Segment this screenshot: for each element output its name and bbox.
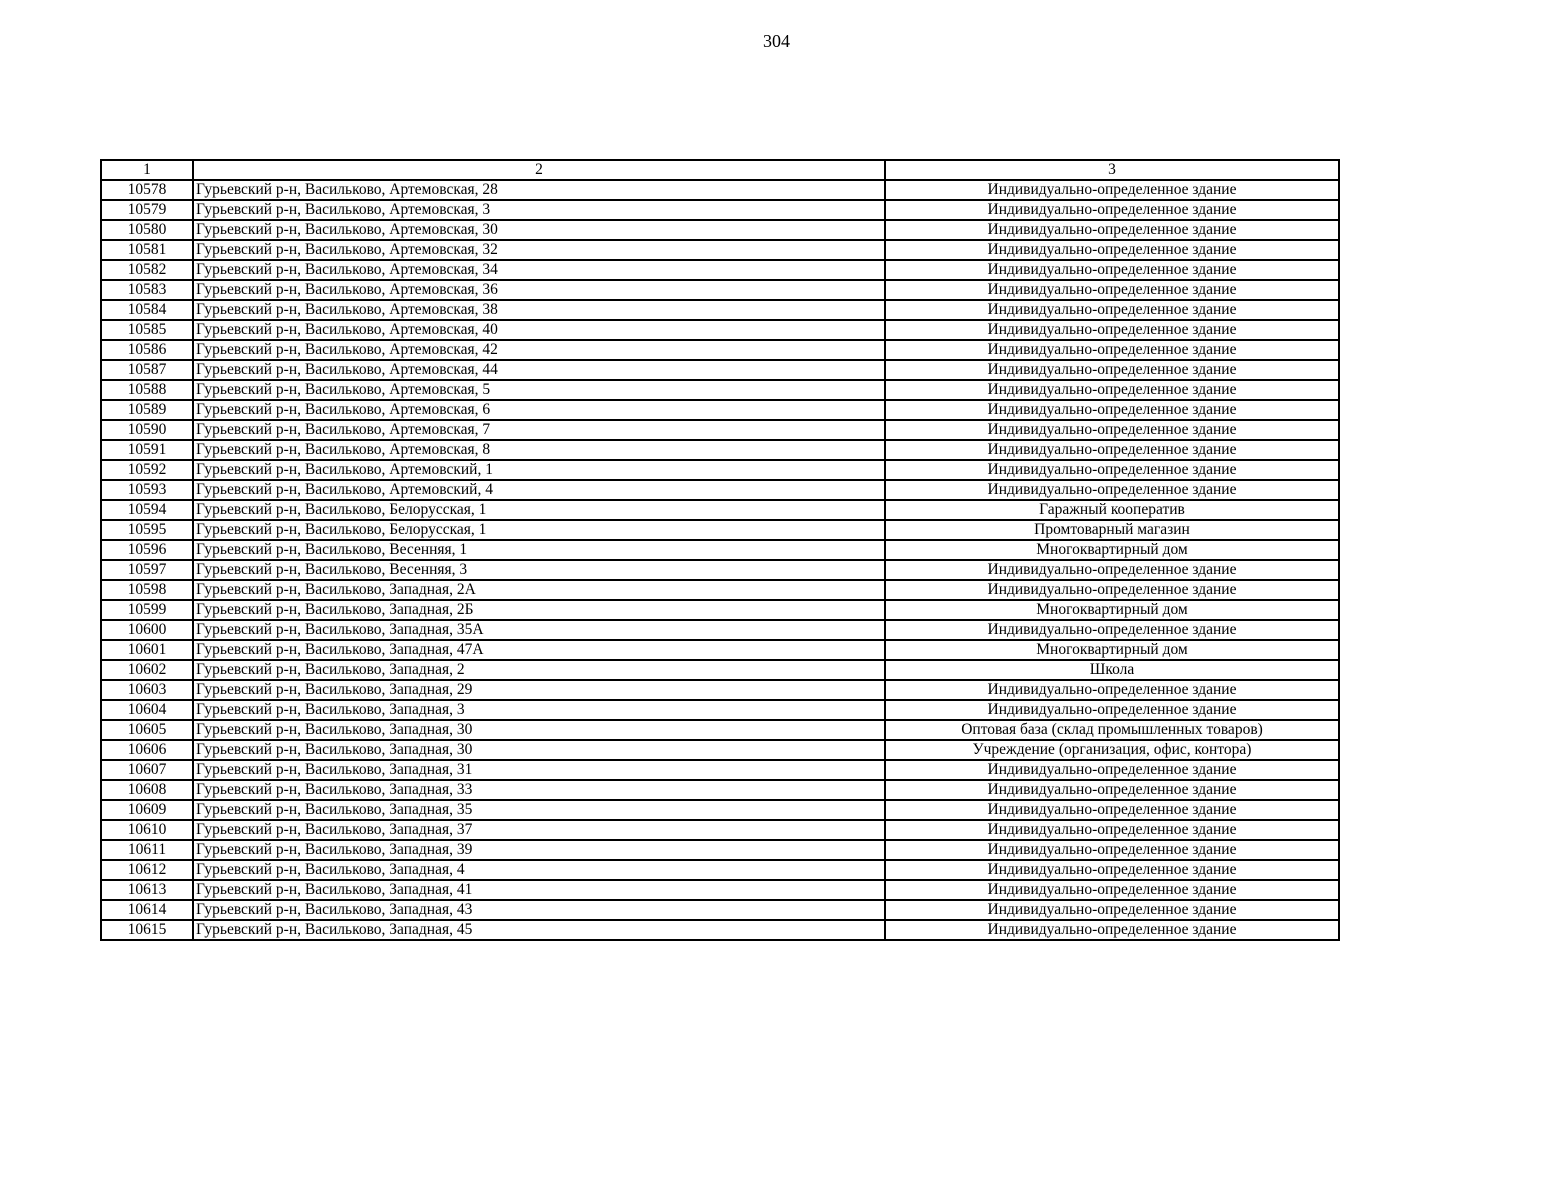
cell-address: Гурьевский р-н, Васильково, Западная, 2Б xyxy=(193,600,885,620)
header-cell-number: 1 xyxy=(101,160,193,180)
cell-address: Гурьевский р-н, Васильково, Артемовская, 38 xyxy=(193,300,885,320)
table-row xyxy=(101,620,1339,640)
cell-number: 10586 xyxy=(101,340,193,360)
cell-object-type: Индивидуально-определенное здание xyxy=(885,480,1339,500)
cell-number: 10613 xyxy=(101,880,193,900)
cell-number: 10591 xyxy=(101,440,193,460)
cell-number: 10590 xyxy=(101,420,193,440)
cell-object-type: Многоквартирный дом xyxy=(885,600,1339,620)
cell-address: Гурьевский р-н, Васильково, Западная, 3 xyxy=(193,700,885,720)
cell-number: 10601 xyxy=(101,640,193,660)
table-row xyxy=(101,760,1339,780)
registry-table-body xyxy=(101,160,1339,940)
table-row xyxy=(101,460,1339,480)
table-row xyxy=(101,640,1339,660)
cell-address: Гурьевский р-н, Васильково, Западная, 2А xyxy=(193,580,885,600)
cell-object-type: Индивидуально-определенное здание xyxy=(885,840,1339,860)
cell-address: Гурьевский р-н, Васильково, Западная, 43 xyxy=(193,900,885,920)
cell-address: Гурьевский р-н, Васильково, Западная, 47А xyxy=(193,640,885,660)
cell-address: Гурьевский р-н, Васильково, Артемовская, 8 xyxy=(193,440,885,460)
cell-object-type: Индивидуально-определенное здание xyxy=(885,620,1339,640)
cell-object-type: Индивидуально-определенное здание xyxy=(885,200,1339,220)
table-row xyxy=(101,280,1339,300)
cell-number: 10599 xyxy=(101,600,193,620)
cell-number: 10587 xyxy=(101,360,193,380)
table-row xyxy=(101,180,1339,200)
table-row xyxy=(101,200,1339,220)
cell-address: Гурьевский р-н, Васильково, Западная, 33 xyxy=(193,780,885,800)
cell-number: 10593 xyxy=(101,480,193,500)
cell-object-type: Индивидуально-определенное здание xyxy=(885,820,1339,840)
cell-object-type: Индивидуально-определенное здание xyxy=(885,280,1339,300)
table-row xyxy=(101,340,1339,360)
table-row xyxy=(101,480,1339,500)
cell-object-type: Индивидуально-определенное здание xyxy=(885,780,1339,800)
cell-number: 10603 xyxy=(101,680,193,700)
cell-number: 10579 xyxy=(101,200,193,220)
cell-object-type: Индивидуально-определенное здание xyxy=(885,380,1339,400)
cell-address: Гурьевский р-н, Васильково, Западная, 39 xyxy=(193,840,885,860)
cell-number: 10592 xyxy=(101,460,193,480)
cell-object-type: Многоквартирный дом xyxy=(885,640,1339,660)
cell-address: Гурьевский р-н, Васильково, Западная, 35 xyxy=(193,800,885,820)
cell-object-type: Индивидуально-определенное здание xyxy=(885,400,1339,420)
cell-object-type: Индивидуально-определенное здание xyxy=(885,860,1339,880)
cell-number: 10582 xyxy=(101,260,193,280)
table-row xyxy=(101,440,1339,460)
cell-object-type: Индивидуально-определенное здание xyxy=(885,220,1339,240)
cell-object-type: Учреждение (организация, офис, контора) xyxy=(885,740,1339,760)
cell-object-type: Индивидуально-определенное здание xyxy=(885,900,1339,920)
cell-address: Гурьевский р-н, Васильково, Западная, 35А xyxy=(193,620,885,640)
cell-object-type: Индивидуально-определенное здание xyxy=(885,580,1339,600)
cell-object-type: Индивидуально-определенное здание xyxy=(885,880,1339,900)
table-row xyxy=(101,240,1339,260)
cell-address: Гурьевский р-н, Васильково, Артемовская, 6 xyxy=(193,400,885,420)
cell-object-type: Многоквартирный дом xyxy=(885,540,1339,560)
cell-address: Гурьевский р-н, Васильково, Артемовский, 1 xyxy=(193,460,885,480)
cell-address: Гурьевский р-н, Васильково, Белорусская, 1 xyxy=(193,520,885,540)
cell-number: 10607 xyxy=(101,760,193,780)
cell-object-type: Промтоварный магазин xyxy=(885,520,1339,540)
cell-number: 10606 xyxy=(101,740,193,760)
table-row xyxy=(101,360,1339,380)
table-row xyxy=(101,580,1339,600)
cell-number: 10615 xyxy=(101,920,193,940)
table-row xyxy=(101,920,1339,940)
cell-address: Гурьевский р-н, Васильково, Артемовская, 42 xyxy=(193,340,885,360)
cell-address: Гурьевский р-н, Васильково, Западная, 45 xyxy=(193,920,885,940)
table-row xyxy=(101,900,1339,920)
cell-object-type: Индивидуально-определенное здание xyxy=(885,340,1339,360)
cell-number: 10595 xyxy=(101,520,193,540)
cell-object-type: Оптовая база (склад промышленных товаров) xyxy=(885,720,1339,740)
table-row xyxy=(101,600,1339,620)
table-row xyxy=(101,680,1339,700)
cell-address: Гурьевский р-н, Васильково, Артемовская, 28 xyxy=(193,180,885,200)
table-row xyxy=(101,840,1339,860)
cell-number: 10594 xyxy=(101,500,193,520)
table-row xyxy=(101,560,1339,580)
table-row xyxy=(101,880,1339,900)
table-row xyxy=(101,540,1339,560)
cell-address: Гурьевский р-н, Васильково, Артемовская, 44 xyxy=(193,360,885,380)
cell-object-type: Гаражный кооператив xyxy=(885,500,1339,520)
cell-address: Гурьевский р-н, Васильково, Западная, 37 xyxy=(193,820,885,840)
cell-address: Гурьевский р-н, Васильково, Западная, 31 xyxy=(193,760,885,780)
cell-address: Гурьевский р-н, Васильково, Артемовская, 5 xyxy=(193,380,885,400)
cell-object-type: Индивидуально-определенное здание xyxy=(885,460,1339,480)
cell-number: 10578 xyxy=(101,180,193,200)
cell-address: Гурьевский р-н, Васильково, Артемовская, 7 xyxy=(193,420,885,440)
cell-object-type: Индивидуально-определенное здание xyxy=(885,760,1339,780)
cell-number: 10614 xyxy=(101,900,193,920)
table-row xyxy=(101,300,1339,320)
cell-number: 10602 xyxy=(101,660,193,680)
table-row xyxy=(101,660,1339,680)
cell-object-type: Индивидуально-определенное здание xyxy=(885,300,1339,320)
cell-object-type: Индивидуально-определенное здание xyxy=(885,800,1339,820)
cell-number: 10584 xyxy=(101,300,193,320)
cell-address: Гурьевский р-н, Васильково, Артемовская, 3 xyxy=(193,200,885,220)
cell-address: Гурьевский р-н, Васильково, Белорусская, 1 xyxy=(193,500,885,520)
table-row xyxy=(101,380,1339,400)
cell-number: 10580 xyxy=(101,220,193,240)
cell-address: Гурьевский р-н, Васильково, Артемовская, 32 xyxy=(193,240,885,260)
table-row xyxy=(101,860,1339,880)
table-row xyxy=(101,320,1339,340)
cell-number: 10581 xyxy=(101,240,193,260)
header-cell-type: 3 xyxy=(885,160,1339,180)
table-row xyxy=(101,220,1339,240)
cell-object-type: Индивидуально-определенное здание xyxy=(885,440,1339,460)
cell-object-type: Индивидуально-определенное здание xyxy=(885,240,1339,260)
cell-address: Гурьевский р-н, Васильково, Артемовская, 40 xyxy=(193,320,885,340)
table-header-row xyxy=(101,160,1339,180)
cell-number: 10610 xyxy=(101,820,193,840)
cell-number: 10608 xyxy=(101,780,193,800)
cell-number: 10604 xyxy=(101,700,193,720)
cell-object-type: Школа xyxy=(885,660,1339,680)
cell-object-type: Индивидуально-определенное здание xyxy=(885,260,1339,280)
table-row xyxy=(101,780,1339,800)
cell-number: 10598 xyxy=(101,580,193,600)
cell-number: 10596 xyxy=(101,540,193,560)
cell-number: 10611 xyxy=(101,840,193,860)
cell-object-type: Индивидуально-определенное здание xyxy=(885,180,1339,200)
table-row xyxy=(101,520,1339,540)
cell-number: 10583 xyxy=(101,280,193,300)
table-row xyxy=(101,500,1339,520)
cell-object-type: Индивидуально-определенное здание xyxy=(885,360,1339,380)
table-row xyxy=(101,800,1339,820)
cell-address: Гурьевский р-н, Васильково, Западная, 4 xyxy=(193,860,885,880)
cell-number: 10588 xyxy=(101,380,193,400)
cell-number: 10600 xyxy=(101,620,193,640)
cell-object-type: Индивидуально-определенное здание xyxy=(885,700,1339,720)
cell-object-type: Индивидуально-определенное здание xyxy=(885,920,1339,940)
table-row xyxy=(101,260,1339,280)
cell-number: 10585 xyxy=(101,320,193,340)
table-row xyxy=(101,400,1339,420)
registry-table xyxy=(100,159,1340,941)
cell-address: Гурьевский р-н, Васильково, Западная, 30 xyxy=(193,740,885,760)
cell-number: 10597 xyxy=(101,560,193,580)
cell-object-type: Индивидуально-определенное здание xyxy=(885,320,1339,340)
cell-address: Гурьевский р-н, Васильково, Артемовская, 34 xyxy=(193,260,885,280)
cell-address: Гурьевский р-н, Васильково, Западная, 30 xyxy=(193,720,885,740)
table-row xyxy=(101,720,1339,740)
cell-number: 10609 xyxy=(101,800,193,820)
cell-number: 10605 xyxy=(101,720,193,740)
cell-address: Гурьевский р-н, Васильково, Западная, 41 xyxy=(193,880,885,900)
cell-address: Гурьевский р-н, Васильково, Артемовская, 30 xyxy=(193,220,885,240)
cell-object-type: Индивидуально-определенное здание xyxy=(885,680,1339,700)
table-row xyxy=(101,420,1339,440)
cell-address: Гурьевский р-н, Васильково, Западная, 2 xyxy=(193,660,885,680)
cell-address: Гурьевский р-н, Васильково, Артемовская, 36 xyxy=(193,280,885,300)
cell-address: Гурьевский р-н, Васильково, Артемовский, 4 xyxy=(193,480,885,500)
table-row xyxy=(101,820,1339,840)
cell-number: 10589 xyxy=(101,400,193,420)
cell-address: Гурьевский р-н, Васильково, Весенняя, 1 xyxy=(193,540,885,560)
header-cell-address: 2 xyxy=(193,160,885,180)
cell-object-type: Индивидуально-определенное здание xyxy=(885,420,1339,440)
cell-address: Гурьевский р-н, Васильково, Весенняя, 3 xyxy=(193,560,885,580)
cell-address: Гурьевский р-н, Васильково, Западная, 29 xyxy=(193,680,885,700)
page-number: 304 xyxy=(763,31,790,51)
cell-object-type: Индивидуально-определенное здание xyxy=(885,560,1339,580)
table-row xyxy=(101,740,1339,760)
table-row xyxy=(101,700,1339,720)
cell-number: 10612 xyxy=(101,860,193,880)
